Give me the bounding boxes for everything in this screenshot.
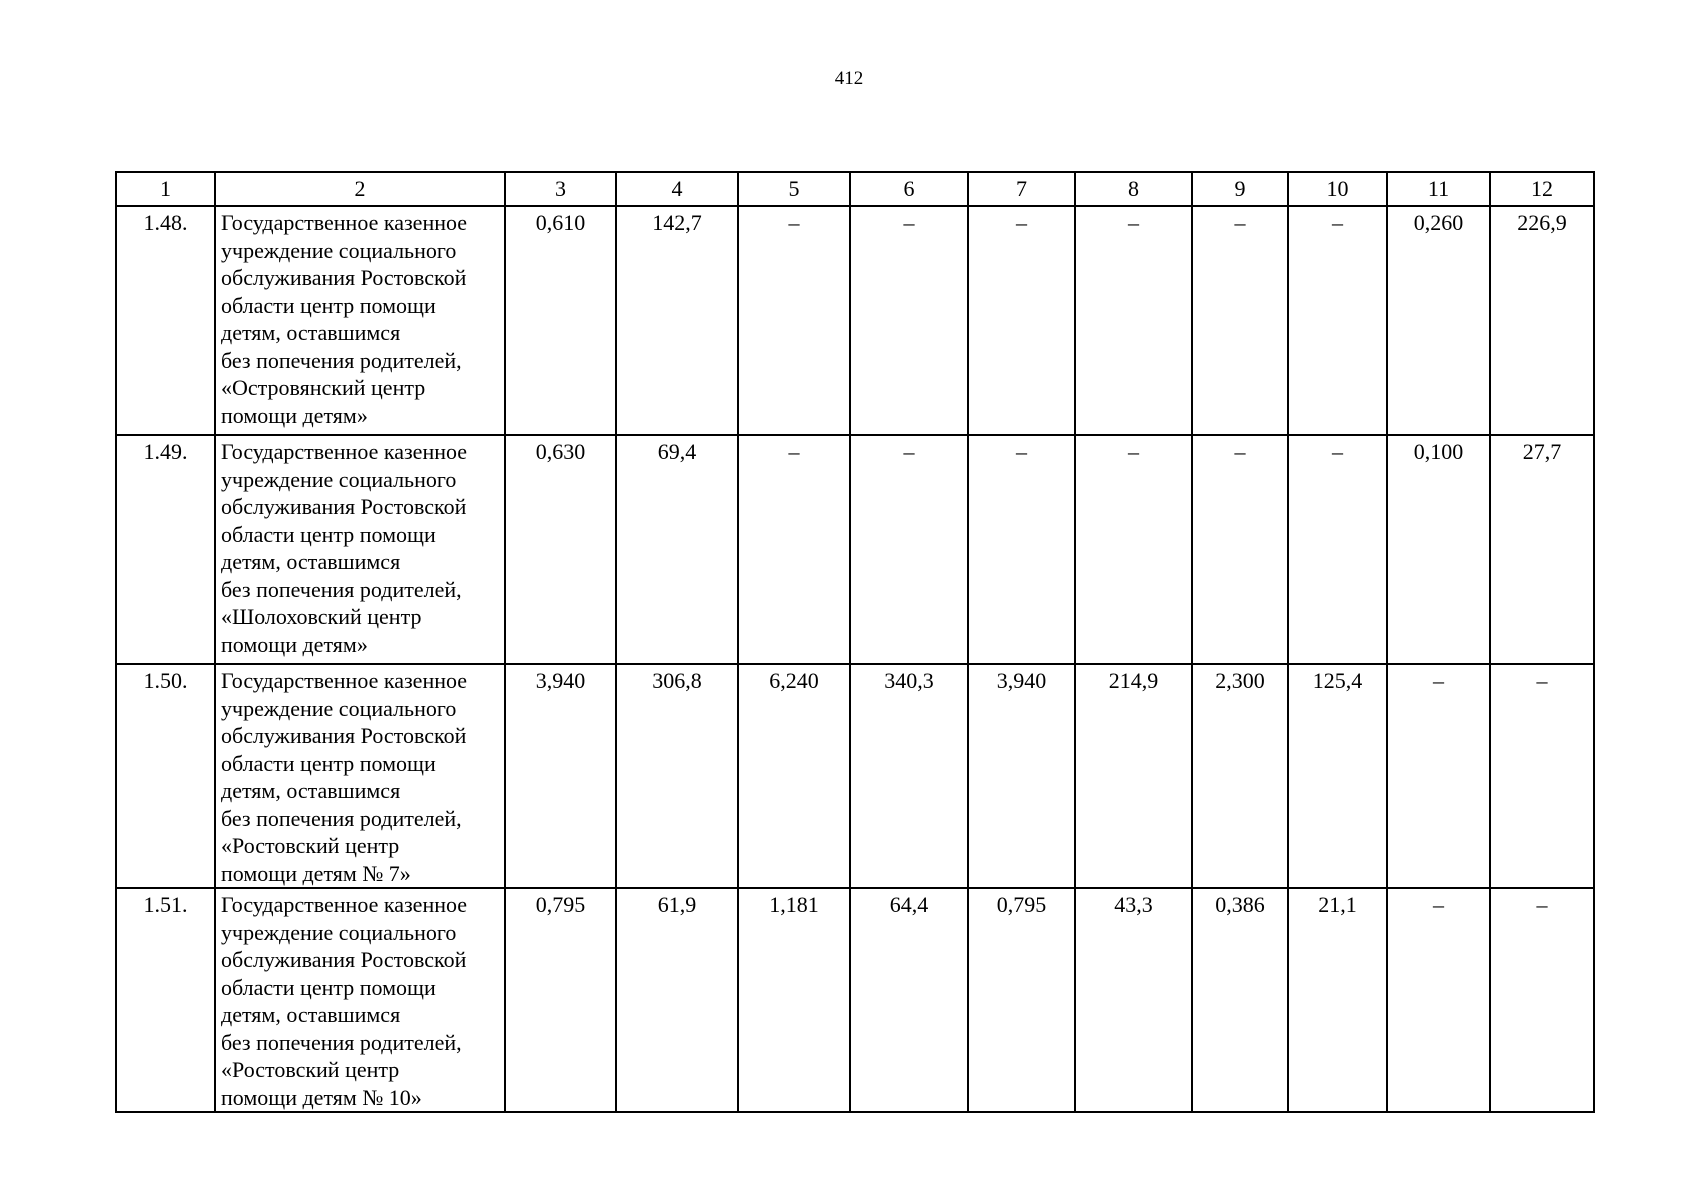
name-line: обслуживания Ростовской	[221, 494, 467, 519]
name-line: Государственное казенное	[221, 439, 468, 464]
row-number: 1.49.	[116, 435, 215, 664]
column-header: 6	[850, 172, 968, 206]
value-cell: 306,8	[616, 664, 738, 888]
value-cell: –	[968, 206, 1075, 435]
institution-name	[215, 888, 505, 1112]
value-cell: –	[1288, 206, 1387, 435]
row-number: 1.51.	[116, 888, 215, 1112]
institution-name	[215, 435, 505, 664]
value-cell: 2,300	[1192, 664, 1288, 888]
column-header: 12	[1490, 172, 1594, 206]
value-cell: –	[1192, 435, 1288, 664]
value-cell: –	[738, 435, 850, 664]
value-cell: 0,610	[505, 206, 616, 435]
column-header: 8	[1075, 172, 1192, 206]
name-line: обслуживания Ростовской	[221, 947, 467, 972]
value-cell: –	[850, 435, 968, 664]
value-cell: –	[850, 206, 968, 435]
value-cell: –	[738, 206, 850, 435]
value-cell: 0,386	[1192, 888, 1288, 1112]
column-header: 7	[968, 172, 1075, 206]
column-header: 1	[116, 172, 215, 206]
name-line: помощи детям»	[221, 631, 368, 657]
value-cell: 27,7	[1490, 435, 1594, 664]
column-header: 2	[215, 172, 505, 206]
column-header: 11	[1387, 172, 1490, 206]
value-cell: –	[1387, 664, 1490, 888]
data-table	[115, 171, 1595, 1113]
value-cell: 1,181	[738, 888, 850, 1112]
value-cell: 0,100	[1387, 435, 1490, 664]
name-line: области центр помощи	[221, 974, 436, 1000]
name-line: учреждение социального	[221, 919, 457, 945]
name-line: Государственное казенное	[221, 892, 468, 917]
column-header: 3	[505, 172, 616, 206]
value-cell: 214,9	[1075, 664, 1192, 888]
name-line: помощи детям»	[221, 402, 368, 428]
column-header: 10	[1288, 172, 1387, 206]
name-line: учреждение социального	[221, 695, 457, 721]
value-cell: 0,260	[1387, 206, 1490, 435]
value-cell: 64,4	[850, 888, 968, 1112]
name-line: помощи детям № 7»	[221, 860, 411, 886]
name-line: области центр помощи	[221, 521, 436, 547]
name-line: помощи детям № 10»	[221, 1084, 422, 1110]
value-cell: –	[1490, 888, 1594, 1112]
column-header: 4	[616, 172, 738, 206]
value-cell: –	[1490, 664, 1594, 888]
value-cell: 340,3	[850, 664, 968, 888]
name-line: учреждение социального	[221, 466, 457, 492]
value-cell: –	[968, 435, 1075, 664]
name-line: области центр помощи	[221, 292, 436, 318]
value-cell: 21,1	[1288, 888, 1387, 1112]
table-row	[116, 888, 1594, 1112]
name-line: Государственное казенное	[221, 668, 468, 693]
value-cell: 0,630	[505, 435, 616, 664]
name-line: Государственное казенное	[221, 210, 468, 235]
page-number: 412	[834, 68, 864, 89]
value-cell: 6,240	[738, 664, 850, 888]
column-header: 5	[738, 172, 850, 206]
name-line: детям, оставшимся	[221, 549, 401, 574]
column-header: 9	[1192, 172, 1288, 206]
name-line: «Шолоховский центр	[221, 604, 422, 629]
value-cell: 61,9	[616, 888, 738, 1112]
value-cell: 69,4	[616, 435, 738, 664]
name-line: без попечения родителей,	[221, 347, 462, 373]
name-line: обслуживания Ростовской	[221, 265, 467, 290]
name-line: детям, оставшимся	[221, 320, 401, 345]
value-cell: –	[1075, 435, 1192, 664]
value-cell: –	[1192, 206, 1288, 435]
value-cell: 226,9	[1490, 206, 1594, 435]
row-number: 1.48.	[116, 206, 215, 435]
name-line: «Ростовский центр	[221, 1057, 400, 1082]
value-cell: 125,4	[1288, 664, 1387, 888]
value-cell: –	[1075, 206, 1192, 435]
value-cell: –	[1288, 435, 1387, 664]
name-line: обслуживания Ростовской	[221, 723, 467, 748]
name-line: учреждение социального	[221, 237, 457, 263]
value-cell: –	[1387, 888, 1490, 1112]
value-cell: 43,3	[1075, 888, 1192, 1112]
value-cell: 0,795	[968, 888, 1075, 1112]
table-row	[116, 664, 1594, 888]
value-cell: 3,940	[968, 664, 1075, 888]
table-row	[116, 206, 1594, 435]
institution-name	[215, 206, 505, 435]
name-line: «Островянский центр	[221, 375, 426, 400]
header-row	[116, 172, 1594, 206]
name-line: «Ростовский центр	[221, 833, 400, 858]
name-line: области центр помощи	[221, 750, 436, 776]
name-line: без попечения родителей,	[221, 1029, 462, 1055]
value-cell: 3,940	[505, 664, 616, 888]
value-cell: 0,795	[505, 888, 616, 1112]
name-line: без попечения родителей,	[221, 576, 462, 602]
value-cell: 142,7	[616, 206, 738, 435]
institution-name	[215, 664, 505, 888]
name-line: детям, оставшимся	[221, 778, 401, 803]
name-line: без попечения родителей,	[221, 805, 462, 831]
row-number: 1.50.	[116, 664, 215, 888]
table-row	[116, 435, 1594, 664]
name-line: детям, оставшимся	[221, 1002, 401, 1027]
